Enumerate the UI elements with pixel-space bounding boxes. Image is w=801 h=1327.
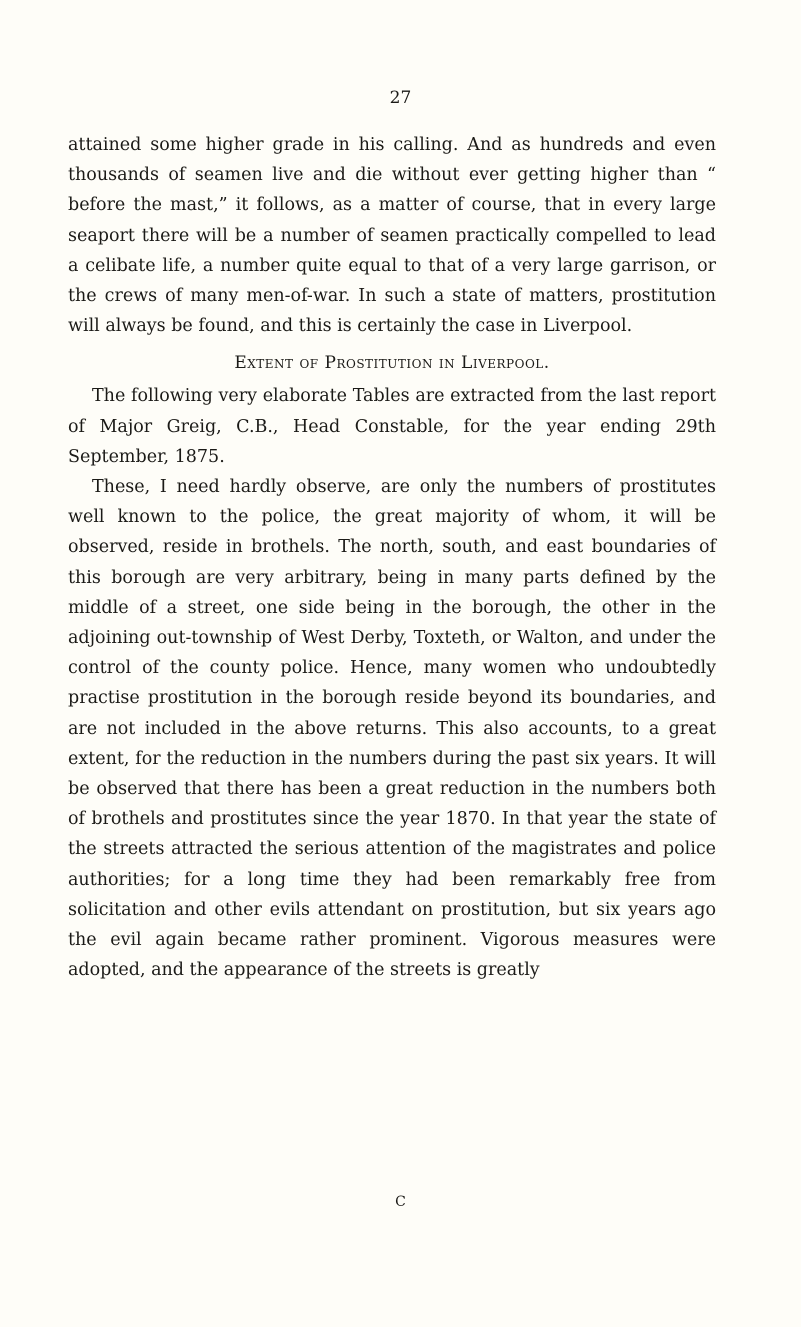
- paragraph-police-numbers: These, I need hardly observe, are only the numbers of prostitutes well known to the police, the great majority of whom, it will be observed, reside in brothels. The north, south, and east boundaries of this borough are very arbitrary, being in many parts defined by the middle of a street, one side being in the borough, the other in the adjoining out-township of West Derby, Toxteth, or Walton, and under the control of the county police. Hence, many women who undoubtedly practise prostitution in the borough reside beyond its boundaries, and are not included in the above returns. This also accounts, to a great extent, for the reduction in the numbers during the past six years. It will be observed that there has been a great reduction in the numbers both of brothels and prostitutes since the year 1870. In that year the state of the streets attracted the serious attention of the magistrates and police authorities; for a long time they had been remarkably free from solicitation and other evils attendant on prostitution, but six years ago the evil again became rather prominent. Vigorous measures were adopted, and the appearance of the streets is greatly: [68, 477, 716, 981]
- paragraph-continuation: attained some higher grade in his calling. And as hundreds and even thousands of seamen live and die without ever getting higher than “ before the mast,” it follows, as a matter of course, that in every large seaport there will be a number of seamen practically compelled to lead a celibate life, a number quite equal to that of a very large garrison, or the crews of many men-of-war. In such a state of matters, prostitution will always be found, and this is certainly the case in Liverpool.: [68, 135, 716, 337]
- section-heading: Extent of Prostitution in Liverpool.: [234, 353, 550, 374]
- page-number: 27: [389, 88, 412, 108]
- signature-mark: C: [395, 1194, 406, 1210]
- paragraph-tables-intro: The following very elaborate Tables are extracted from the last report of Major Greig, C.B., Head Constable, for the year ending 29th September, 1875.: [68, 386, 716, 467]
- body-text: [68, 130, 716, 985]
